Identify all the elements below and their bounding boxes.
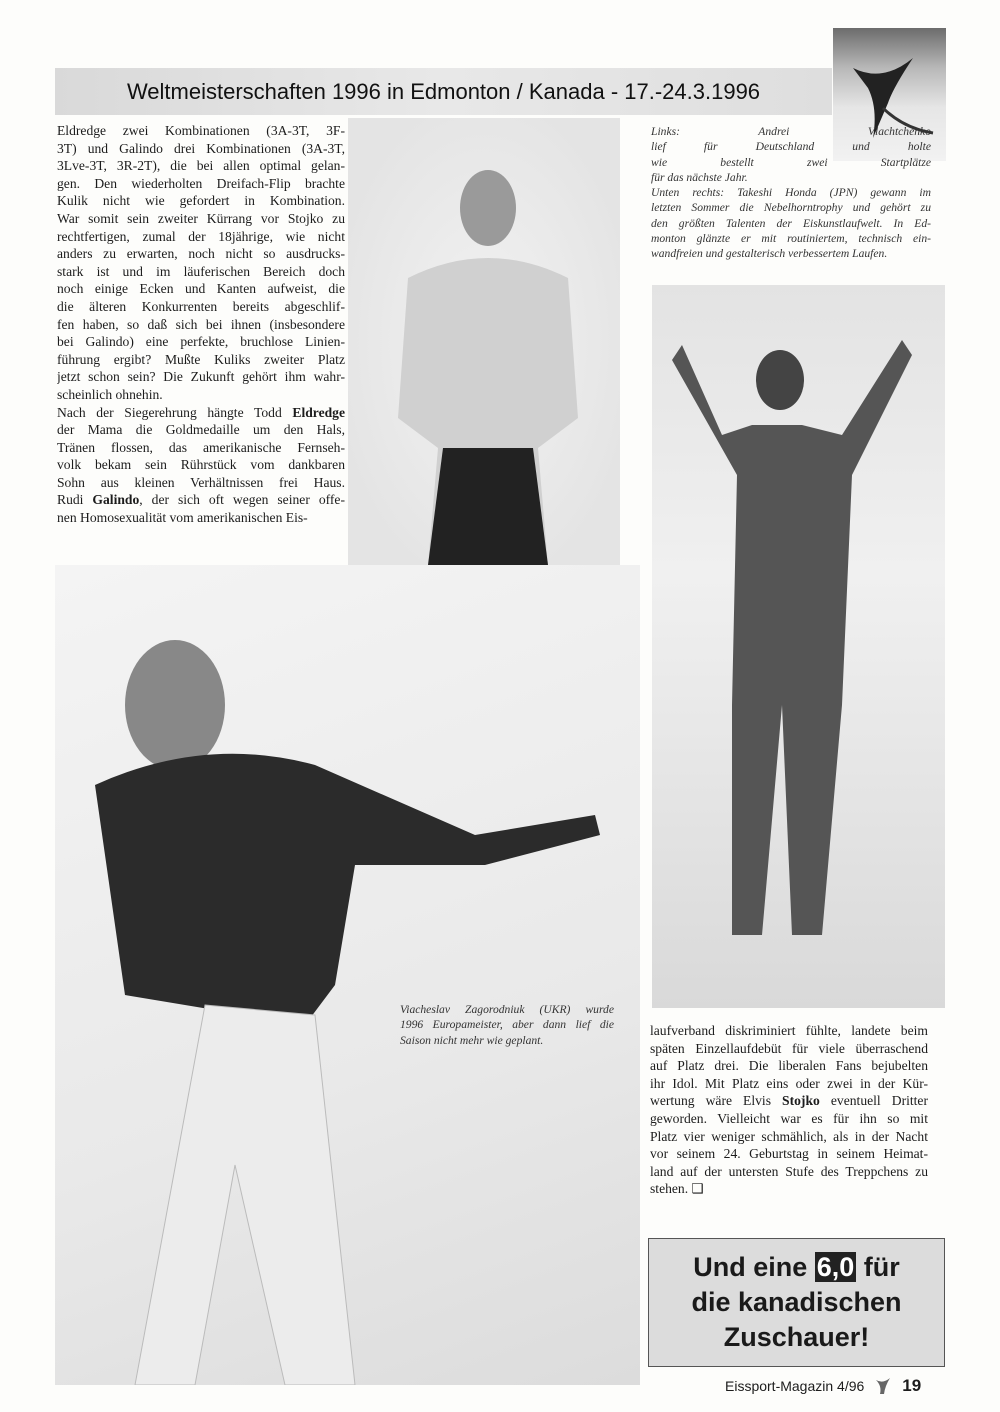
- text-line: Saison nicht mehr wie geplant.: [400, 1033, 544, 1047]
- text-line: auf Platz drei. Die liberalen Fans bejubelten: [650, 1058, 928, 1074]
- text-line: 1996 Europameister, aber dann lief die: [400, 1018, 614, 1032]
- text-line: der Mama die Goldmedaille um den Hals,: [57, 422, 345, 438]
- text-line: letzten Sommer die Nebelhorntrophy und gehört zu: [651, 201, 931, 215]
- highlight-line-2: die kanadischen: [691, 1287, 902, 1317]
- highlight-text: für: [856, 1252, 900, 1282]
- text-line: monton glänzte er mit routiniertem, technisch ein-: [651, 232, 931, 246]
- text-line: Nach der Siegerehrung hängte Todd Eldredge: [57, 404, 345, 420]
- text-line: fen haben, so daß sich bei ihnen (insbesondere: [57, 316, 345, 332]
- text-line: volk bekam sein Rührstück vom dankbaren: [57, 457, 345, 473]
- text-line: späten Einzellaufdebüt für viele überraschend: [650, 1040, 928, 1056]
- text-line: scheinlich ohnehin.: [57, 386, 163, 402]
- text-line: nen Homosexualität vom amerikanischen Eis-: [57, 510, 308, 526]
- text-line: wie bestellt zwei Startplätze: [651, 155, 931, 169]
- text-line: vor seinem 24. Geburtstag in seinem Heimat-: [650, 1146, 928, 1162]
- text-line: wertung wäre Elvis Stojko eventuell Dritter: [650, 1093, 928, 1109]
- text-line: ihr Idol. Mit Platz eins oder zwei in der Kür-: [650, 1075, 928, 1091]
- text-line: land auf der untersten Stufe des Treppchens zu: [650, 1163, 928, 1179]
- text-line: Eldredge zwei Kombinationen (3A-3T, 3F-: [57, 123, 345, 138]
- text-line: noch einige Ecken und Kanten aufweist, die: [57, 281, 345, 297]
- text-line: stark ist und im läuferischen Bereich doch: [57, 263, 345, 279]
- text-line: wandfreien und gestalterisch verbessertem Laufen.: [651, 247, 888, 261]
- article-column-right: [650, 1022, 928, 1198]
- text-line: Unten rechts: Takeshi Honda (JPN) gewann im: [651, 186, 931, 200]
- page-footer: [725, 1376, 921, 1396]
- text-line: 3Lve-3T, 3R-2T), die bei allen optimal gelan-: [57, 158, 345, 174]
- text-line: den größten Talenten der Eiskunstlaufwelt. In Ed-: [651, 216, 931, 230]
- text-line: jetzt schon sein? Die Zukunft gehört ihm wahr-: [57, 369, 345, 385]
- magazine-name: Eissport-Magazin 4/96: [725, 1378, 865, 1394]
- text-line: Rudi Galindo, der sich oft wegen seiner offe-: [57, 492, 345, 508]
- page-number: 19: [902, 1376, 922, 1395]
- text-line: laufverband diskriminiert fühlte, landete beim: [650, 1023, 928, 1038]
- page-header-bar: [55, 68, 832, 115]
- score-badge: 6,0: [816, 1252, 855, 1282]
- text-line: die älteren Konkurrenten bereits abgeschlif-: [57, 298, 345, 314]
- highlight-text: Und eine: [693, 1252, 815, 1282]
- photo-viacheslav-zagorodniuk: [55, 565, 640, 1385]
- text-line: anders zu erwarten, noch nicht so ausdrucks-: [57, 246, 345, 262]
- text-line: bei Galindo) eine perfekte, bruchlose Linien-: [57, 334, 345, 350]
- highlight-box: [648, 1238, 945, 1367]
- photo-andrei-vlachtchenko: [348, 118, 620, 565]
- text-line: für das nächste Jahr.: [651, 170, 748, 184]
- text-line: Tränen flossen, das amerikanische Fernseh-: [57, 439, 345, 455]
- text-line: Sohn aus kleinen Verhältnissen frei Haus.: [57, 474, 345, 490]
- text-line: geworden. Vielleicht war es für ihn so mit: [650, 1110, 928, 1126]
- skater-icon: [874, 1376, 892, 1396]
- highlight-line-3: Zuschauer!: [723, 1322, 870, 1352]
- text-line: stehen. ❑: [650, 1181, 704, 1197]
- text-line: Viacheslav Zagorodniuk (UKR) wurde: [400, 1003, 614, 1016]
- text-line: Kulik nicht wie gefordert in Kombination.: [57, 193, 345, 209]
- text-line: 3T) und Galindo drei Kombinationen (3A-3T,: [57, 140, 345, 156]
- photo-takeshi-honda: [652, 285, 945, 1008]
- text-line: rechtfertigen, zumal der 18jährige, wie nicht: [57, 228, 345, 244]
- page-title: Weltmeisterschaften 1996 in Edmonton / Kanada - 17.-24.3.1996: [126, 78, 761, 104]
- photo-caption-top: [651, 124, 931, 262]
- text-line: War somit sein zweiter Kürrang vor Stojko zu: [57, 210, 345, 226]
- photo-caption-bottom: [400, 1002, 614, 1048]
- text-line: lief für Deutschland und holte: [651, 140, 931, 154]
- text-line: führung ergibt? Mußte Kuliks zweiter Platz: [57, 351, 345, 367]
- text-line: gen. Den wiederholten Dreifach-Flip brachte: [57, 175, 345, 191]
- text-line: Platz vier weniger schmählich, als in der Nacht: [650, 1128, 928, 1144]
- text-line: Links: Andrei Vlachtchenko: [651, 125, 931, 138]
- article-column-left: [57, 122, 345, 527]
